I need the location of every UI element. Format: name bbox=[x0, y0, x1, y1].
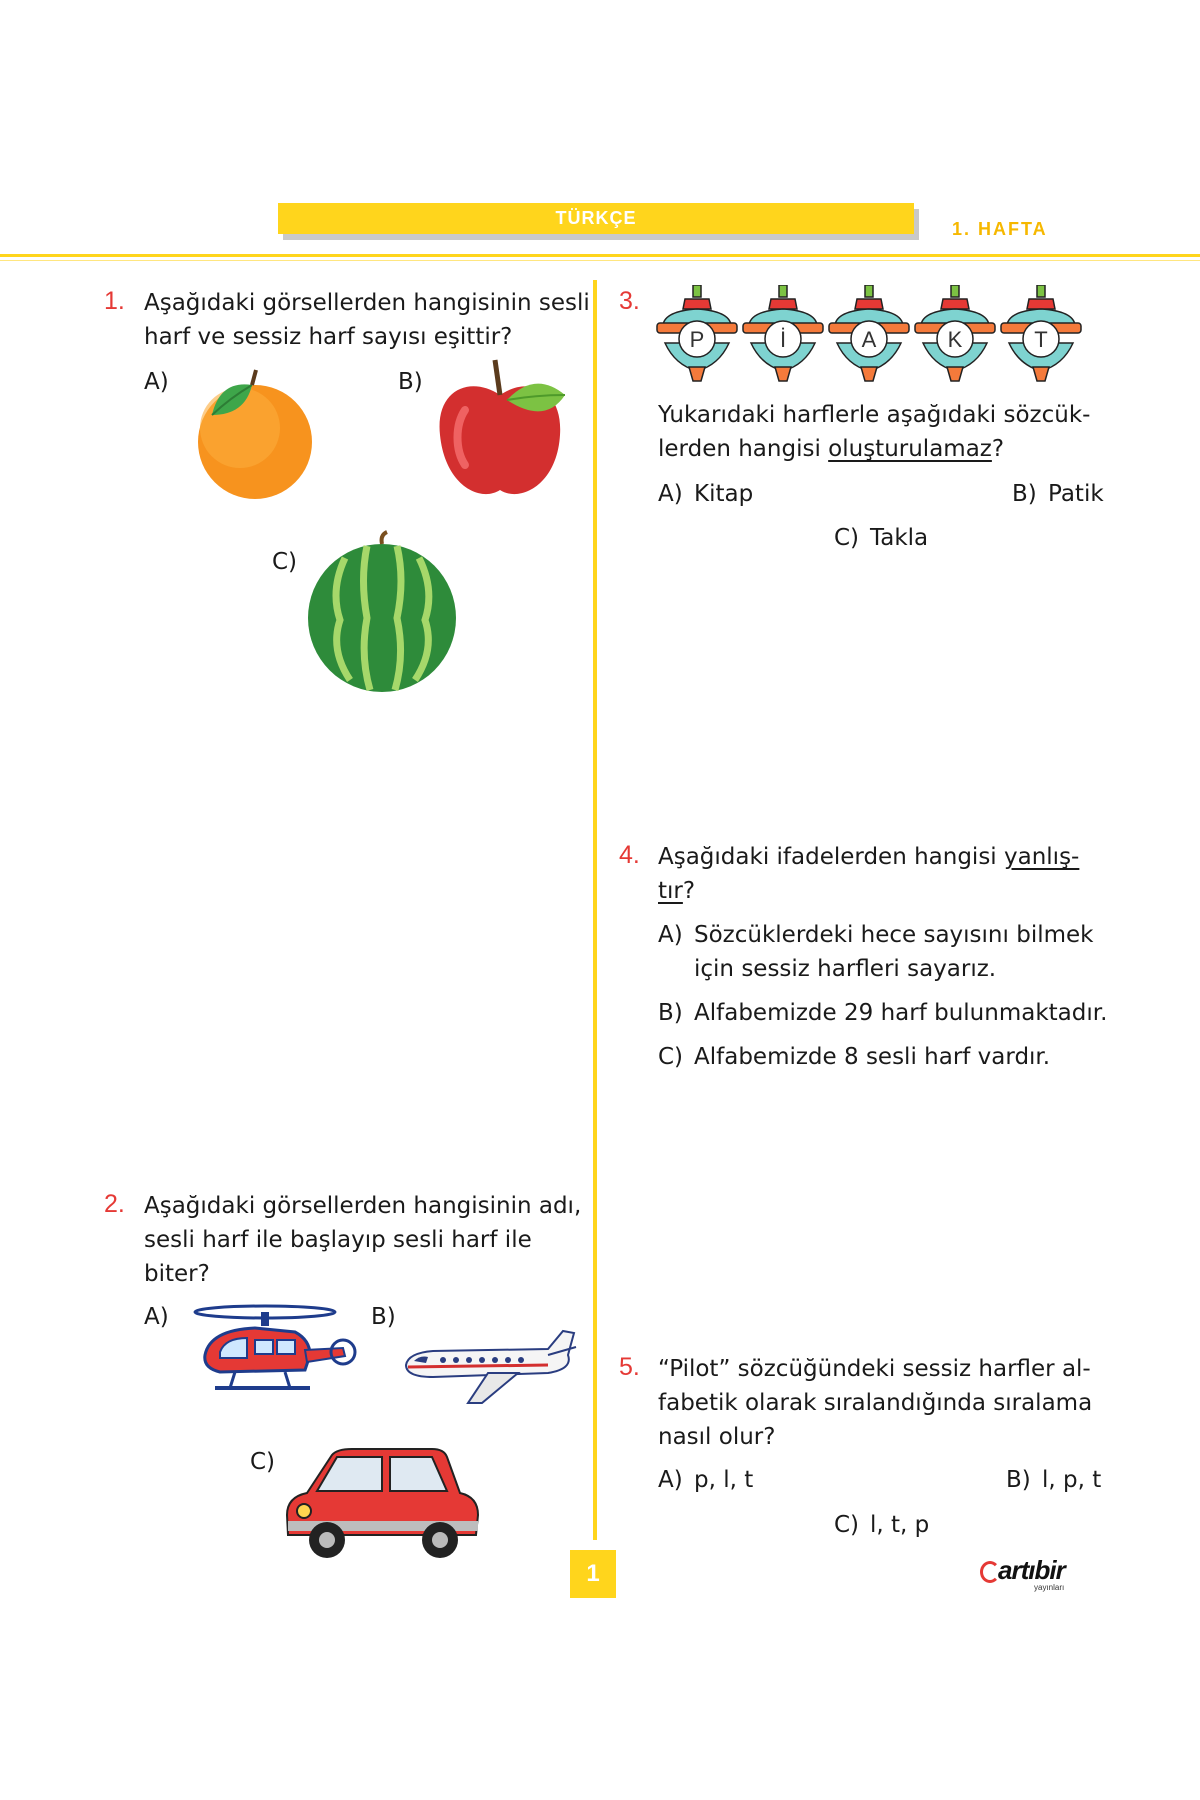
question-1-number: 1. bbox=[104, 287, 125, 315]
page-number: 1 bbox=[570, 1550, 616, 1598]
question-4-number: 4. bbox=[619, 841, 640, 869]
question-2-option-b-label[interactable]: B) bbox=[371, 1304, 396, 1330]
question-3-text: Yukarıdaki harflerle aşağıdaki sözcük- lerden hangisi oluşturulamaz? bbox=[658, 402, 1091, 462]
watermelon-image bbox=[305, 530, 460, 695]
question-1-option-a-label[interactable]: A) bbox=[144, 369, 169, 395]
logo-mark-icon bbox=[980, 1561, 1000, 1583]
question-5-option-c[interactable]: C) l, t, p bbox=[834, 1512, 930, 1538]
question-1-text: Aşağıdaki görsellerden hangisinin sesli harf ve sessiz harf sayısı eşittir? bbox=[144, 290, 590, 350]
question-3-number: 3. bbox=[619, 287, 640, 315]
header-rule-thin bbox=[0, 260, 1200, 261]
car-image bbox=[282, 1445, 482, 1560]
question-5-option-a[interactable]: A) p, l, t bbox=[658, 1467, 754, 1493]
question-1-option-c-label[interactable]: C) bbox=[272, 549, 298, 575]
week-label: 1. HAFTA bbox=[952, 219, 1048, 239]
publisher-logo bbox=[980, 1555, 1090, 1595]
column-divider bbox=[593, 280, 597, 1540]
question-2-option-a-label[interactable]: A) bbox=[144, 1304, 169, 1330]
question-4-option-b[interactable]: B) Alfabemizde 29 harf bulunmaktadır. bbox=[658, 1000, 1108, 1026]
logo-text: artıbir bbox=[998, 1555, 1065, 1585]
question-4-option-c[interactable]: C) Alfabemizde 8 sesli harf vardır. bbox=[658, 1044, 1051, 1070]
airplane-image bbox=[398, 1325, 578, 1405]
question-2-option-c-label[interactable]: C) bbox=[250, 1449, 276, 1475]
apple-image bbox=[435, 355, 570, 505]
spinning-top-3 bbox=[827, 285, 911, 385]
question-5-option-b[interactable]: B) l, p, t bbox=[1006, 1467, 1102, 1493]
spinning-tops-letters bbox=[655, 285, 1085, 385]
helicopter-image bbox=[185, 1300, 360, 1410]
spinning-top-5 bbox=[999, 285, 1083, 385]
spinning-top-letter: T bbox=[1034, 327, 1048, 352]
question-2-number: 2. bbox=[104, 1190, 125, 1218]
question-3-option-a[interactable]: A) Kitap bbox=[658, 481, 754, 507]
spinning-top-letter: İ bbox=[779, 327, 787, 352]
question-4-option-a[interactable]: A) Sözcüklerdeki hece sayısını bilmek için sessiz harfleri sayarız. bbox=[658, 922, 1094, 982]
spinning-top-letter: P bbox=[689, 327, 705, 352]
question-3-option-c[interactable]: C) Takla bbox=[834, 525, 929, 551]
question-5-number: 5. bbox=[619, 1353, 640, 1381]
question-2-text: Aşağıdaki görsellerden hangisinin adı, sesli harf ile başlayıp sesli harf ile biter? bbox=[144, 1193, 582, 1287]
question-5-text: “Pilot” sözcüğündeki sessiz harfler al- fabetik olarak sıralandığında sıralama nasıl olur? bbox=[658, 1356, 1093, 1450]
spinning-top-1 bbox=[655, 285, 739, 385]
spinning-top-letter: A bbox=[861, 327, 877, 352]
orange-image bbox=[190, 360, 320, 500]
subject-banner: TÜRKÇE bbox=[278, 203, 914, 234]
question-4-text: Aşağıdaki ifadelerden hangisi yanlış- tır? bbox=[658, 844, 1080, 904]
question-1-option-b-label[interactable]: B) bbox=[398, 369, 423, 395]
question-3-option-b[interactable]: B) Patik bbox=[1012, 481, 1104, 507]
spinning-top-letter: K bbox=[947, 327, 963, 352]
spinning-top-4 bbox=[913, 285, 997, 385]
logo-subtext: yayınları bbox=[1034, 1583, 1065, 1592]
header-rule bbox=[0, 254, 1200, 257]
spinning-top-2 bbox=[741, 285, 825, 385]
